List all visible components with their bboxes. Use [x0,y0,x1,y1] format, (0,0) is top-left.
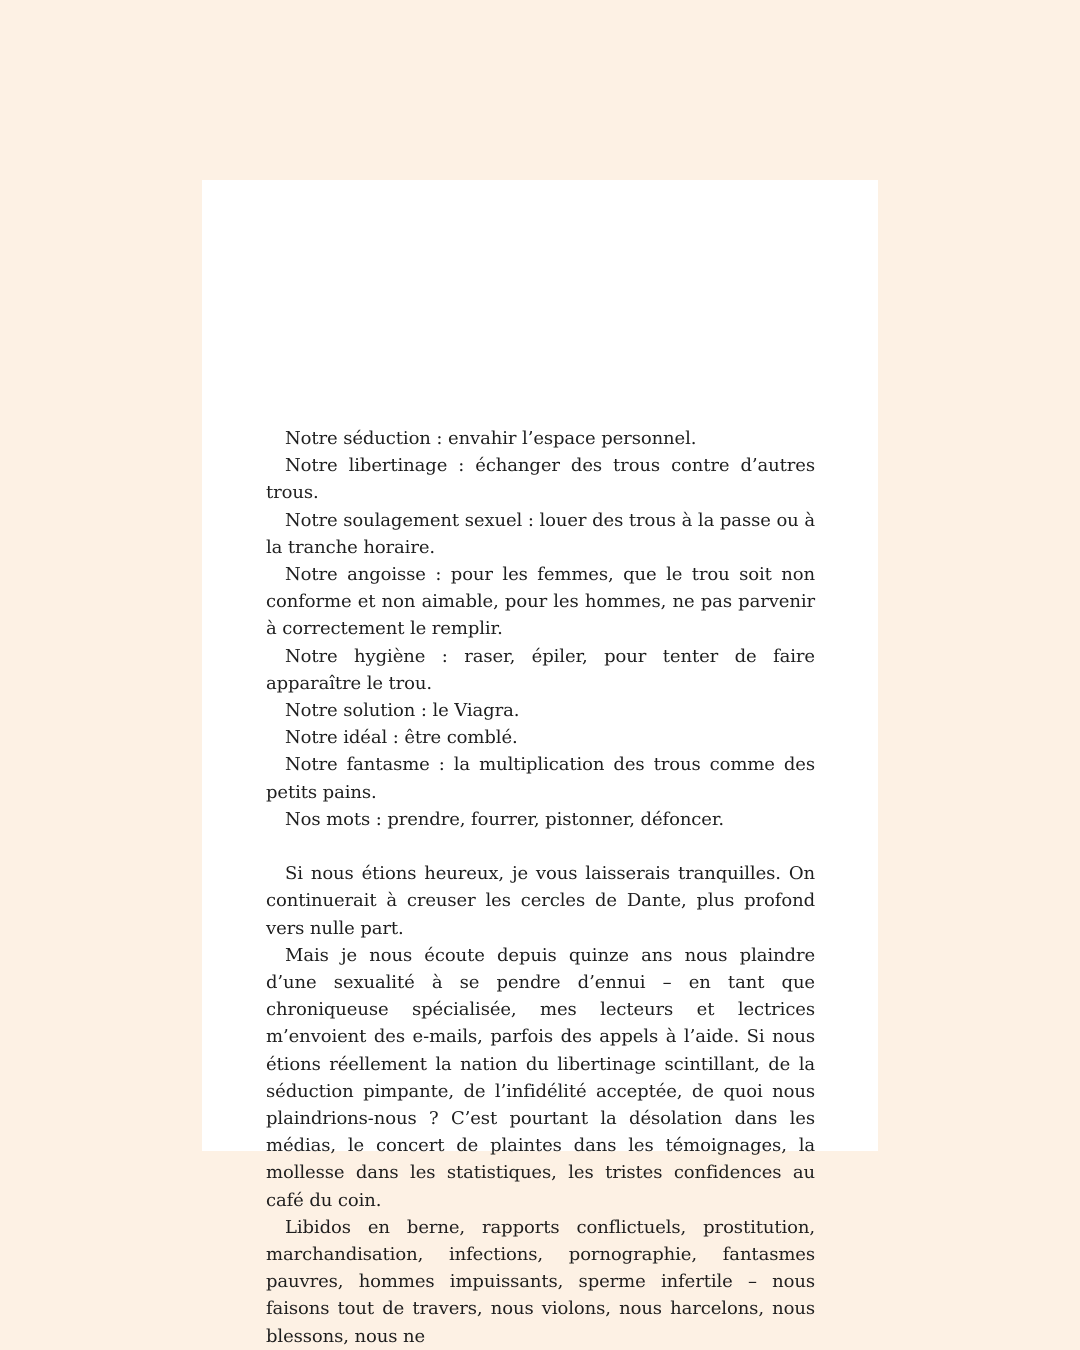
paragraph-heureux: Si nous étions heureux, je vous laisserais tranquilles. On continuerait à creuser les cercles de Dante, plus profond vers nulle part. [266,863,815,939]
paragraph-angoisse: Notre angoisse : pour les femmes, que le trou soit non conforme et non aimable, pour les hommes, ne pas parvenir à correctement le remplir. [266,564,815,640]
paragraph-solution: Notre solution : le Viagra. [285,700,520,722]
book-page [202,180,878,1347]
section-break [266,833,815,860]
paragraph-soulagement: Notre soulagement sexuel : louer des trous à la passe ou à la tranche horaire. [266,509,815,558]
paragraph-libertinage: Notre libertinage : échanger des trous contre d’autres trous. [266,455,815,504]
paragraph-libidos: Libidos en berne, rapports conflictuels, prostitution, marchandisation, infections, pornographie, fantasmes pauvres, hommes impuissants, sperme infertile – nous faisons tout de travers, nous violons, nous harcelons, nous blessons, nous ne [266,1216,815,1347]
paragraph-mots: Nos mots : prendre, fourrer, pistonner, défoncer. [285,808,724,830]
paragraph-ecoute: Mais je nous écoute depuis quinze ans nous plaindre d’une sexualité à se pendre d’ennui – en tant que chroniqueuse spécialisée, mes lecteurs et lectrices m’envoient des e-mails, parfois des appels à l’aide. Si nous étions réellement la nation du libertinage scintillant, de la séduction pimpante, de l’infidélité acceptée, de quoi nous plaindrions-nous ? C’est pourtant la désolation dans les médias, le concert de plaintes dans les témoignages, la mollesse dans les statistiques, les tristes confidences au café du coin. [266,944,815,1211]
paragraph-fantasme: Notre fantasme : la multiplication des trous comme des petits pains. [266,754,815,803]
paragraph-ideal: Notre idéal : être comblé. [285,727,518,749]
paragraph-seduction: Notre séduction : envahir l’espace personnel. [285,428,697,449]
page-text [266,425,815,1350]
paragraph-hygiene: Notre hygiène : raser, épiler, pour tenter de faire apparaître le trou. [266,645,815,694]
